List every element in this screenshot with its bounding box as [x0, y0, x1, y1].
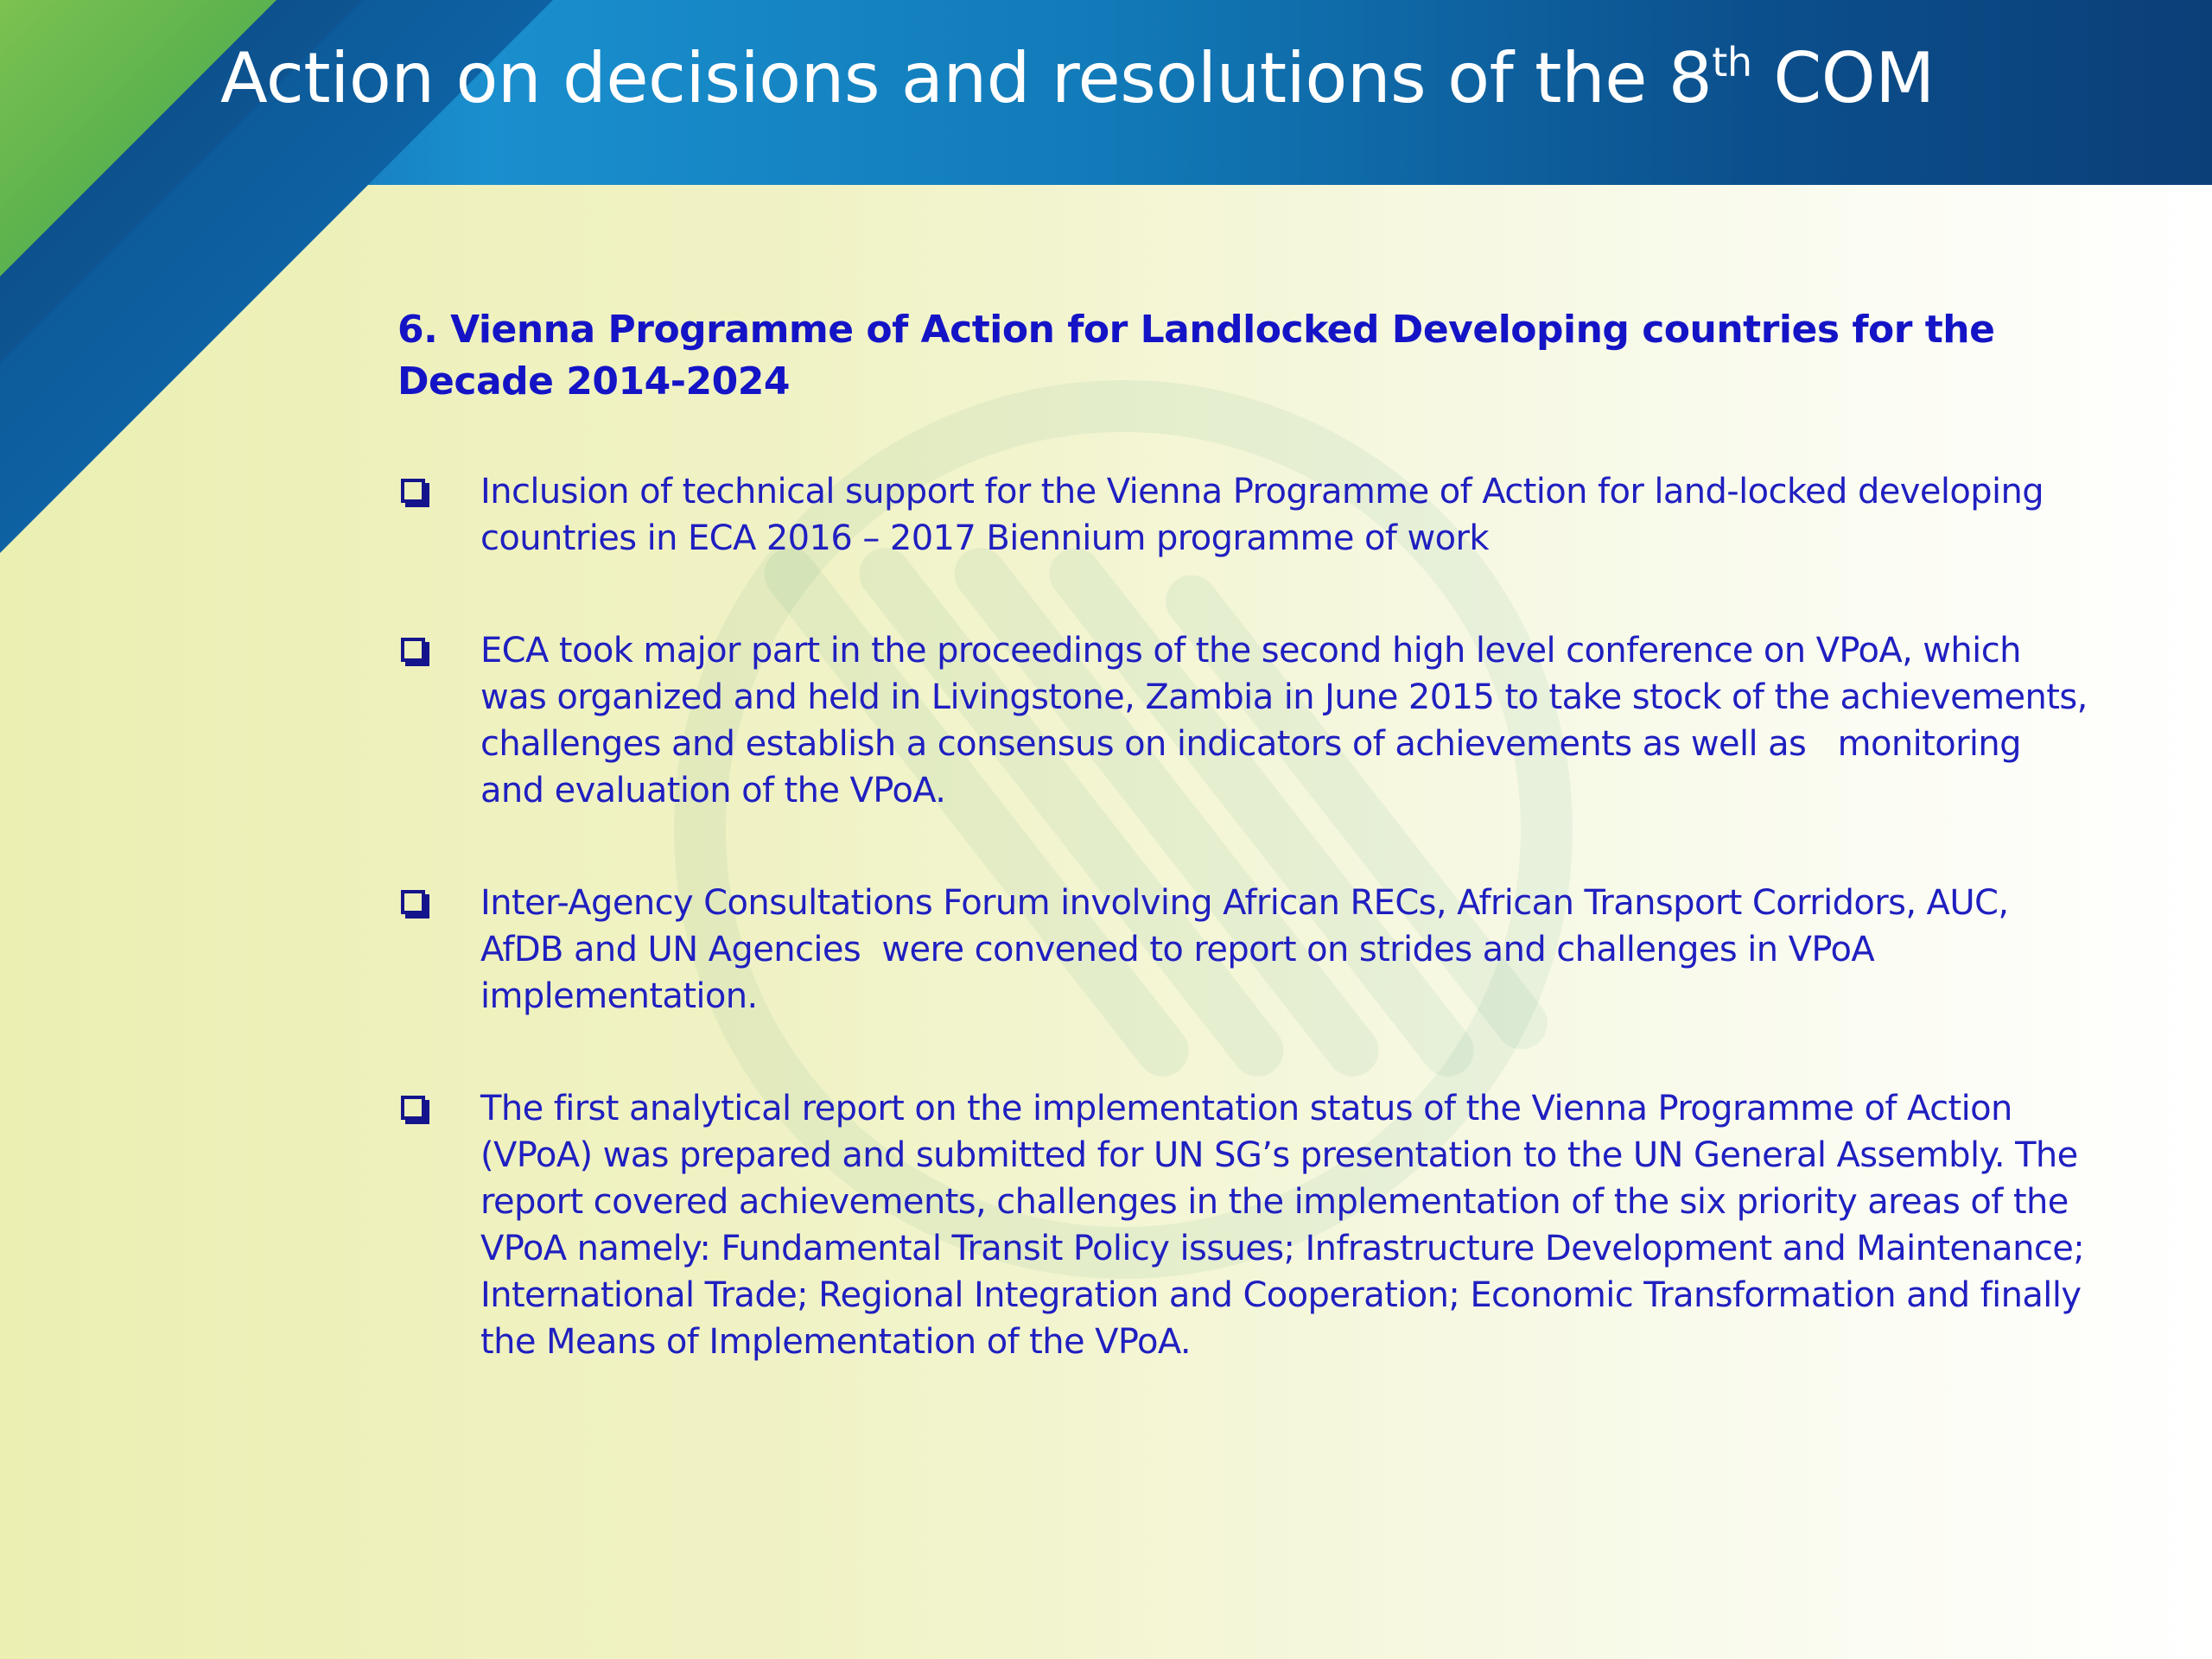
checkbox-square-icon: [401, 1096, 425, 1120]
bullet-item: [397, 627, 2098, 814]
bullet-item: [397, 880, 2091, 1020]
bullet-list: [397, 468, 2098, 1365]
bullet-text: Inclusion of technical support for the Vienna Programme of Action for land-locked developing countries in ECA 2016 – 2017 Biennium programme of work: [480, 472, 2044, 558]
slide-title: [220, 33, 1935, 124]
slide-title-end: COM: [1751, 38, 1935, 118]
section-heading: 6. Vienna Programme of Action for Landlocked Developing countries for the Decade 2014-2024: [397, 308, 1995, 404]
checkbox-square-icon: [401, 638, 425, 662]
bullet-text: ECA took major part in the proceedings of the second high level conference on VPoA, which was organized and held in Livingstone, Zambia in June 2015 to take stock of the achievements, challenges and establish a consensus on indicators of achievements as well as monitoring and evaluation of the VPoA.: [480, 631, 2098, 810]
bullet-item: [397, 468, 2091, 562]
bullet-item: [397, 1085, 2091, 1365]
checkbox-square-icon: [401, 479, 425, 503]
bullet-text: Inter-Agency Consultations Forum involving African RECs, African Transport Corridors, AUC, AfDB and UN Agencies were convened to report on strides and challenges in VPoA implementation.: [480, 883, 2019, 1016]
slide-title-superscript: th: [1712, 39, 1752, 86]
bullet-text: The first analytical report on the implementation status of the Vienna Programme of Action (VPoA) was prepared and submitted for UN SG’s presentation to the UN General Assembly. The report covered achievements, challenges in the implementation of the six priority areas of the VPoA namely: Fundamental Transit Policy issues; Infrastructure Development and Maintenance; International Trade; Regional Integration and Cooperation; Economic Transformation and finally the Means of Implementation of the VPoA.: [480, 1089, 2085, 1362]
slide-content: [397, 304, 2098, 1431]
checkbox-square-icon: [401, 890, 425, 914]
slide-title-main: Action on decisions and resolutions of the 8: [220, 38, 1713, 118]
